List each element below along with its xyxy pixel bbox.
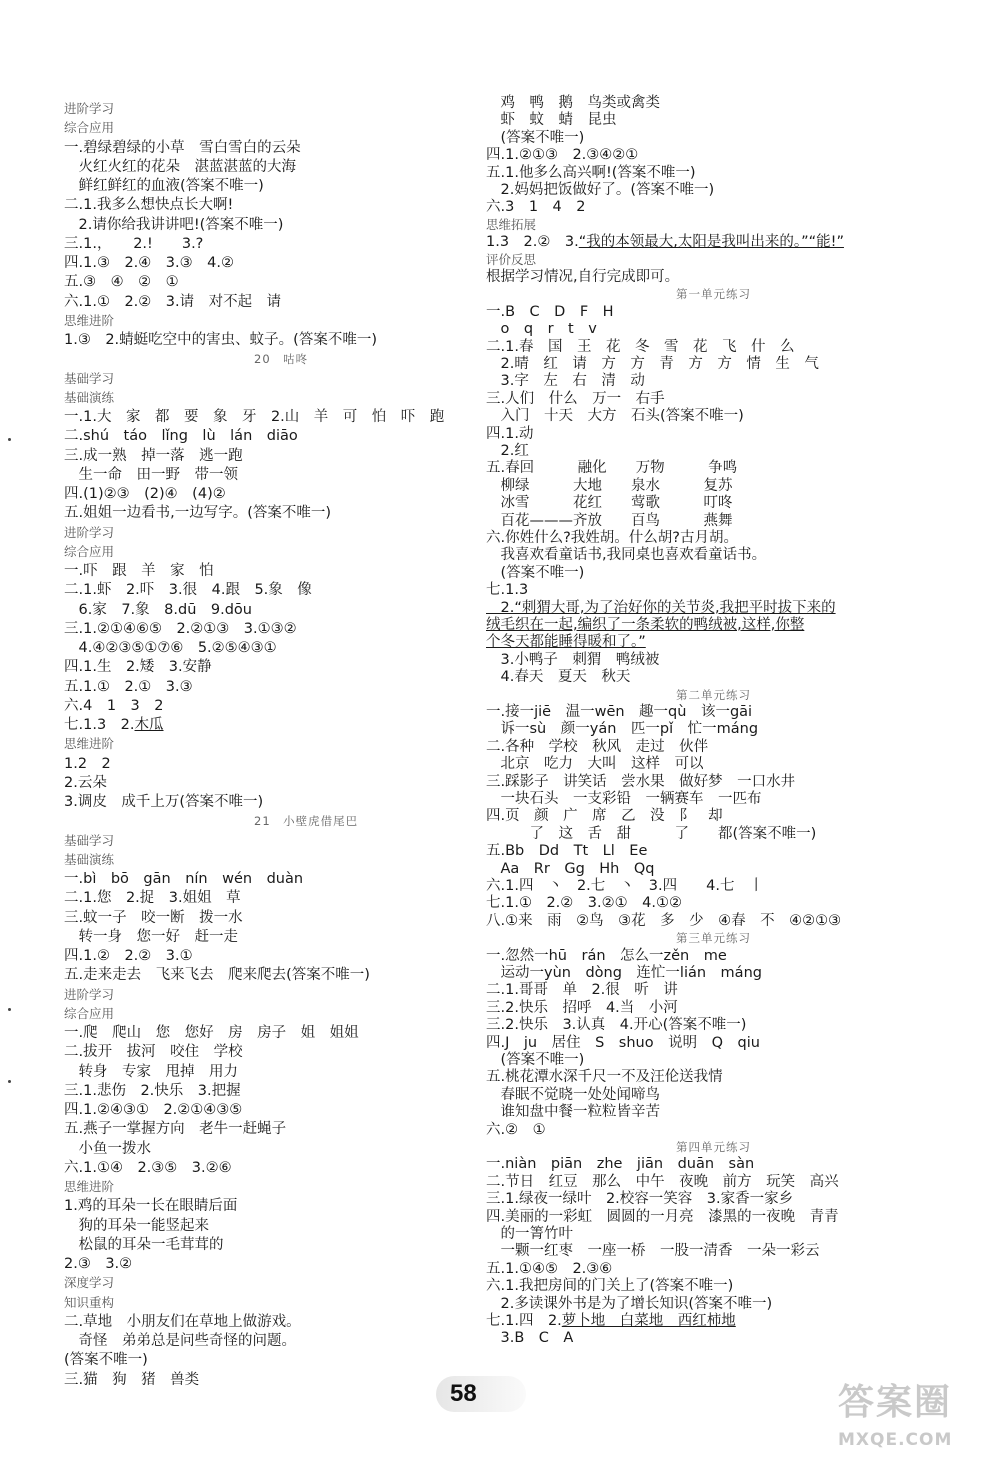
answer-line: 冰雪 花红 莺歌 叮咚 — [486, 495, 733, 512]
answer-line: 生一命 田一野 带一领 — [64, 466, 238, 483]
answer-line: 四.1.③ 2.④ 3.③ 4.② — [64, 255, 234, 271]
answer-line: 一颗一红枣 一座一桥 一股一清香 一朵一彩云 — [486, 1243, 820, 1260]
answer-line: 1.2 2 — [64, 755, 111, 772]
answer-line: 六.你姓什么?我姓胡。什么胡?古月胡。 — [486, 530, 738, 546]
answer-line: 北京 吃力 大叫 这样 可以 — [486, 756, 704, 773]
section-title: 20 咕咚 — [254, 352, 309, 367]
answer-line: 1.③ 2.蜻蜓吃空中的害虫、蚊子。(答案不唯一) — [64, 332, 377, 348]
answer-line: (答案不唯一) — [486, 564, 585, 581]
answer-line: 六.1.我把房间的门关上了(答案不唯一) — [486, 1278, 734, 1295]
answer-line: 狗的耳朵一能竖起来 — [64, 1217, 209, 1234]
answer-line: 六.1.四 丶 2.七 丶 3.四 4.七 丨 — [486, 878, 764, 894]
answer-line: 三.2.快乐 招呼 4.当 小河 — [486, 999, 678, 1016]
answer-line: 一.niàn piān zhe jiān duān sàn — [486, 1156, 755, 1173]
answer-line: 二.草地 小朋友们在草地上做游戏。 — [64, 1313, 301, 1330]
answer-line: 六.② ① — [486, 1121, 546, 1138]
watermark-top-text: 答案圈 — [838, 1382, 953, 1423]
answer-line: 二.1.哥哥 单 2.很 听 讲 — [486, 982, 678, 999]
section-heading: 进阶学习 — [64, 986, 115, 1002]
answer-line: 2.晴 红 请 方 方 青 方 方 情 生 气 — [486, 356, 819, 372]
answer-line: 三.1.， 2.! 3.? — [64, 235, 204, 252]
section-heading: 基础演练 — [64, 851, 115, 867]
section-heading: 思维进阶 — [64, 736, 115, 752]
answer-line: 运动一yùn dòng 连忙一lián máng — [486, 965, 762, 981]
answer-line: 2.“刺猬大哥,为了治好你的关节炎,我把平时拔下来的 — [486, 599, 836, 616]
answer-line: 四.美丽的一彩虹 圆圆的一月亮 漆黑的一夜晚 青青 — [486, 1208, 839, 1225]
section-heading: 进阶学习 — [64, 101, 115, 116]
answer-line: Aa Rr Gg Hh Qq — [486, 860, 655, 877]
answer-line: 小鱼一拨水 — [64, 1140, 151, 1157]
answer-line: 一.爬 爬山 您 您好 房 房子 姐 姐姐 — [64, 1025, 359, 1041]
answer-line: 转身 专家 甩掉 用力 — [64, 1063, 238, 1080]
section-title: 第二单元练习 — [676, 687, 751, 702]
answer-line: 诉一sù 颜一yán 匹一pǐ 忙一máng — [486, 721, 759, 738]
answer-line: 五.燕子一掌握方向 老牛一赶蝇子 — [64, 1121, 287, 1138]
answer-line: (答案不唯一) — [64, 1352, 148, 1369]
answer-line: 三.2.快乐 3.认真 4.开心(答案不唯一) — [486, 1017, 747, 1034]
scan-speck — [8, 1008, 11, 1011]
answer-line: 一.忽然一hū rán 怎么一zěn me — [486, 947, 727, 964]
answer-line: 1.3 2.② 3.“我的本领最大,太阳是我叫出来的。”“能!” — [486, 234, 844, 251]
answer-line: 二.拔开 拔河 咬住 学校 — [64, 1044, 243, 1061]
answer-line: 一.吓 跟 羊 家 怕 — [64, 563, 214, 579]
answer-line: 六.1.①④ 2.③⑤ 3.②⑥ — [64, 1159, 232, 1176]
answer-line: 七.1.① 2.② 3.②① 4.①② — [486, 895, 682, 912]
answer-line: 一块石头 一支彩铅 一辆赛车 一匹布 — [486, 791, 762, 807]
answer-line: 鲜红鲜红的血液(答案不唯一) — [64, 178, 264, 194]
answer-line: 四.页 颜 广 席 乙 没 阝 却 — [486, 808, 723, 825]
answer-line: 二.shú táo lǐng lù lán diāo — [64, 428, 298, 445]
answer-line: 三.成一熟 掉一落 逃一跑 — [64, 447, 243, 464]
answer-line: 五.春回 融化 万物 争鸣 — [486, 460, 738, 477]
answer-line: 四.1.生 2.矮 3.安静 — [64, 659, 212, 676]
section-heading: 深度学习 — [64, 1275, 115, 1291]
section-heading: 基础学习 — [64, 370, 115, 386]
answer-line: 一.B C D F H — [486, 303, 614, 320]
answer-line: 三.1.②①④⑥⑤ 2.②①③ 3.①③② — [64, 620, 297, 637]
answer-line: 五.Bb Dd Tt Ll Ee — [486, 843, 648, 860]
section-heading: 思维进阶 — [64, 1179, 115, 1194]
answer-line: 四.1.②①③ 2.③④②① — [486, 147, 639, 164]
answer-line: 转一身 您一好 赶一走 — [64, 928, 238, 945]
answer-line: 四.1.②④③① 2.②①④③⑤ — [64, 1102, 243, 1118]
section-heading: 思维拓展 — [486, 216, 537, 232]
answer-line: 2.妈妈把饭做好了。(答案不唯一) — [486, 182, 715, 198]
scan-speck — [8, 1080, 11, 1083]
answer-line: 三.蚊一子 咬一断 拨一水 — [64, 909, 243, 926]
answer-line: 4.④②③⑤①⑦⑥ 5.②⑤④③① — [64, 640, 277, 656]
answer-line: 2.云朵 — [64, 774, 107, 791]
answer-line: 七.1.3 — [486, 582, 529, 599]
scan-speck — [8, 438, 11, 441]
answer-line: 3.调皮 成千上万(答案不唯一) — [64, 794, 264, 810]
answer-line: 鸡 鸭 鹅 鸟类或禽类 — [486, 95, 660, 111]
section-heading: 基础学习 — [64, 832, 115, 848]
answer-line: 1.鸡的耳朵一长在眼睛后面 — [64, 1198, 238, 1215]
answer-line: 的一箐竹叶 — [486, 1226, 573, 1242]
answer-line: 六.4 1 3 2 — [64, 697, 164, 714]
answer-line: 4.春天 夏天 秋天 — [486, 669, 631, 686]
answer-line: 2.③ 3.② — [64, 1256, 133, 1272]
section-heading: 基础演练 — [64, 389, 115, 405]
section-title: 第一单元练习 — [676, 287, 751, 302]
answer-line: 春眠不觉晓一处处闻啼鸟 — [486, 1086, 660, 1103]
answer-line: 谁知盘中餐一粒粒皆辛苦 — [486, 1104, 660, 1121]
section-heading: 知识重构 — [64, 1294, 115, 1310]
answer-line: 五.1.①④⑤ 2.③⑥ — [486, 1260, 613, 1277]
answer-line: 火红火红的花朵 湛蓝湛蓝的大海 — [64, 158, 296, 175]
answer-line: 四.1.动 — [486, 425, 534, 442]
answer-line: 奇怪 弟弟总是问些奇怪的问题。 — [64, 1333, 296, 1349]
answer-line: 3.字 左 右 清 动 — [486, 373, 645, 390]
answer-line: 六.3 1 4 2 — [486, 199, 586, 216]
watermark-bottom-text: MXQE.COM — [838, 1430, 953, 1450]
section-heading: 综合应用 — [64, 543, 115, 559]
answer-line: o q r t v — [486, 321, 597, 338]
section-title: 第三单元练习 — [676, 931, 751, 946]
answer-line: 三.1.悲伤 2.快乐 3.把握 — [64, 1082, 241, 1099]
answer-line: 七.1.3 2.木瓜 — [64, 717, 164, 733]
answer-line: 五.③ ④ ② ① — [64, 274, 179, 291]
answer-line: 3.小鸭子 刺猬 鸭绒被 — [486, 651, 660, 668]
answer-line: 四.J ju 居住 S shuo 说明 Q qiu — [486, 1034, 760, 1051]
answer-line: 二.各种 学校 秋风 走过 伙伴 — [486, 738, 709, 755]
answer-line: 根据学习情况,自行完成即可。 — [486, 269, 680, 285]
answer-line: 个冬天都能睡得暖和了。” — [486, 634, 646, 651]
answer-line: 一.接一jiē 温一wēn 趣一qù 该一gāi — [486, 704, 753, 720]
answer-line: (答案不唯一) — [486, 1052, 585, 1068]
answer-line: 2.请你给我讲讲吧!(答案不唯一) — [64, 216, 284, 233]
answer-line: 五.走来走去 飞来飞去 爬来爬去(答案不唯一) — [64, 967, 370, 984]
answer-line: 二.1.虾 2.吓 3.很 4.跟 5.象 像 — [64, 582, 312, 599]
section-heading: 思维进阶 — [64, 312, 115, 328]
answer-line: 二.1.春 国 王 花 冬 雪 花 飞 什 么 — [486, 338, 795, 355]
section-heading: 进阶学习 — [64, 524, 115, 540]
answer-line: 三.猫 狗 猪 兽类 — [64, 1371, 200, 1388]
answer-line: 一.1.大 家 都 要 象 牙 2.山 羊 可 怕 吓 跑 — [64, 409, 445, 425]
answer-line: 七.1.四 2.萝卜地 白菜地 西红柿地 — [486, 1313, 736, 1329]
answer-line: 柳绿 大地 泉水 复苏 — [486, 477, 733, 494]
section-heading: 综合应用 — [64, 120, 115, 136]
answer-line: 我喜欢看童话书,我同桌也喜欢看童话书。 — [486, 547, 767, 564]
answer-line: 2.多读课外书是为了增长知识(答案不唯一) — [486, 1295, 773, 1312]
answer-line: 二.1.我多么想快点长大啊! — [64, 197, 234, 214]
answer-line: 一.bì bō gān nín wén duàn — [64, 871, 304, 887]
answer-line: 3.B C A — [486, 1330, 574, 1347]
section-title: 第四单元练习 — [676, 1140, 751, 1154]
answer-line: 三.人们 什么 万一 右手 — [486, 390, 665, 407]
answer-line: 八.①来 雨 ②鸟 ③花 多 少 ④春 不 ④②①③ — [486, 912, 842, 929]
answer-line: 虾 蚊 蜻 昆虫 — [486, 112, 617, 129]
section-heading: 综合应用 — [64, 1005, 115, 1021]
answer-line: 四.1.② 2.② 3.① — [64, 948, 193, 964]
section-heading: 评价反思 — [486, 251, 537, 267]
section-title: 21 小壁虎借尾巴 — [254, 814, 359, 829]
answer-line: 六.1.① 2.② 3.请 对不起 请 — [64, 293, 282, 310]
answer-line: 了 这 舌 甜 了 都(答案不唯一) — [486, 825, 817, 842]
watermark-logo — [838, 1376, 988, 1466]
answer-line: 五.1.他多么高兴啊!(答案不唯一) — [486, 164, 696, 181]
answer-line: 五.1.① 2.① 3.③ — [64, 678, 193, 695]
answer-line: 百花———齐放 百鸟 燕舞 — [486, 512, 733, 529]
answer-line: 五.桃花潭水深千尺一不及汪伦送我情 — [486, 1069, 723, 1086]
page-number: 58 — [436, 1376, 526, 1412]
answer-line: 松鼠的耳朵一毛茸茸的 — [64, 1236, 224, 1253]
answer-line: 一.碧绿碧绿的小草 雪白雪白的云朵 — [64, 139, 301, 156]
answer-line: 三.踩影子 讲笑话 尝水果 做好梦 一口水井 — [486, 773, 796, 790]
answer-line: 三.1.绿夜一绿叶 2.校容一笑容 3.家香一家乡 — [486, 1191, 794, 1208]
answer-line: (答案不唯一) — [486, 129, 585, 146]
answer-line: 6.家 7.象 8.dū 9.dōu — [64, 601, 252, 618]
answer-line: 绒毛织在一起,编织了一条柔软的鸭绒被,这样,你整 — [486, 617, 805, 633]
answer-line: 2.红 — [486, 443, 529, 459]
answer-line: 二.1.您 2.捉 3.姐姐 草 — [64, 890, 241, 907]
answer-line: 入门 十天 大方 石头(答案不唯一) — [486, 408, 744, 425]
answer-line: 二.节日 红豆 那么 中午 夜晚 前方 玩笑 高兴 — [486, 1173, 839, 1190]
answer-line: 五.姐姐一边看书,一边写字。(答案不唯一) — [64, 505, 332, 522]
answer-line: 四.(1)②③ (2)④ (4)② — [64, 486, 226, 502]
